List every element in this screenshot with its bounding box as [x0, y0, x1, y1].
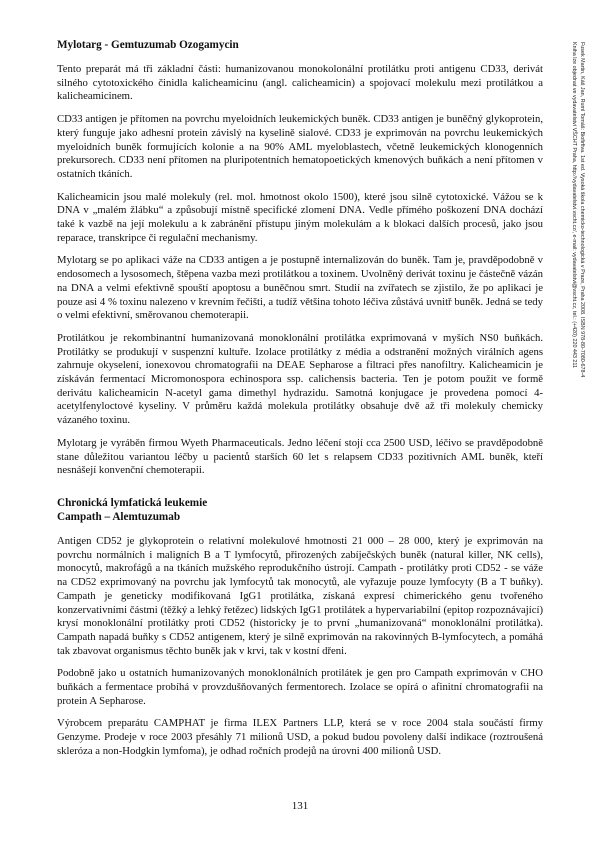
paragraph: Výrobcem preparátu CAMPHAT je firma ILEX Partners LLP, která se v roce 2004 stala součástí firmy Genzyme. Prodeje v roce 2003 přesáhly 71 milionů USD, a pokud budou povoleny další indikace (roztroušená skleróza a non-Hodgkin lymfoma), je odhad ročních prodejů na úrovni 400 milionů USD. — [57, 717, 543, 757]
document-body — [57, 38, 543, 768]
paragraph: Tento preparát má tři základní části: humanizovanou monokolonální protilátku proti antigenu CD33, derivát silného cytotoxického činidla kalicheamicinu (angl. calicheamicin) a spojovací molekulu mezi protilátkou a kalicheamicinem. — [57, 63, 543, 103]
paragraph: CD33 antigen je přítomen na povrchu myeloidních leukemických buněk. CD33 antigen je buněčný glykoprotein, který funguje jako adhesní protein závislý na kyselině sialové. CD33 je exprimován na povrchu leukemických myeloidních buněk formujících kolonie a na 90% AML myeloblastech, včetně leukemických klonogenních prekursorech. CD33 není přítomen na pluripotentních hematopoetických kmenových buňkách a není přítomen v ostatních tkáních. — [57, 113, 543, 180]
side-note-line: Kniha lze objednat ve vydavatelství VŠCHT Praha, http://vydavatelstvi.vscht.cz/, e-mail: vydavatelstvi@vscht.cz, tel.: (+420) 220 443 211 — [571, 42, 577, 369]
side-note — [554, 42, 586, 572]
paragraph: Mylotarg se po aplikaci váže na CD33 antigen a je postupně internalizován do buněk. Tam je, pravděpodobně v endosomech a lysosomech, štěpena vazba mezi protilátkou a toxinem. Uvolněný derivát toxinu je částečně vázán na DNA a velmi efektivně spouští apoptosu a buněčnou smrt. Studií na zvířatech se zjistilo, že po aplikaci je pouze asi 4 % toxinu nalezeno v krevním řečišti, a tudíž většina tohoto léčiva zůstává uvnitř buněk. Jedná se tedy o velmi efektivní, směrovanou chemoterapii. — [57, 254, 543, 322]
paragraph: Protilátkou je rekombinantní humanizovaná monoklonální protilátka exprimovaná v myších NS0 buňkách. Protilátky se produkují v suspenzní kultuře. Izolace protilátky z média a odstranění možných virálních agens zahrnuje okyselení, ionexovou chromatografii na DEAE Sepharose a filtraci přes nanofiltry. Kalicheamicin je získáván fermentací Micromonospora echinospora ssp. calichensis bacteria. Ten je potom použit ve formě derivátu kalicheamicin N-acetyl gama dimethyl hydrazidu. Samotná konjugace je provedena pomocí 4-acetylfenyloctové kyseliny. V průměru každá molekula protilátky obsahuje dvě až tři molekuly chemicky vázaného toxinu. — [57, 331, 543, 427]
section-heading-cll: Chronická lymfatická leukemie — [57, 496, 208, 509]
paragraph: Kalicheamicin jsou malé molekuly (rel. mol. hmotnost okolo 1500), které jsou silně cytotoxické. Vážou se k DNA v „malém žlábku“ a způsobují místně specifické zlomení DNA. Vedle přímého poškození DNA dochází také k vazbě na její molekulu a k zabránění přístupu jiným molekulám a k blokaci dalších procesů, jako jsou reparace, transkripce či regulační mechanismy. — [57, 190, 543, 244]
side-note-line: Fusek Martin, Káš Jan, Ruml Tomáš: Biofirfiva. 1st ed. Vysoká škola chemicko-technologická v Praze, Praha 2008. ISBN 978-80-7080-678-4 — [579, 42, 585, 378]
paragraph: Mylotarg je vyráběn firmou Wyeth Pharmaceuticals. Jedno léčení stojí cca 2500 USD, léčivo se pravděpodobně stane důležitou variantou léčby u pacientů starších 60 let s relapsem CD33 pozitivních AML buněk, kteří nesnášejí konvenční chemoterapii. — [57, 436, 543, 477]
page-number: 131 — [291, 800, 309, 812]
paragraph: Podobně jako u ostatních humanizovaných monoklonálních protilátek je gen pro Campath exprimován v CHO buňkách a fermentace probíhá v provzdušňovaných fermentorech. Izolace se opírá o afinitní chromatografii na protein A Sepharose. — [57, 667, 543, 707]
section-subheading-campath: Campath – Alemtuzumab — [57, 510, 181, 523]
paragraph: Antigen CD52 je glykoprotein o relativní molekulové hmotnosti 21 000 – 28 000, který je exprimován na povrchu normálních i maligních B a T lymfocytů, přirozených zabíječských buněk (natural killer, NK cells), monocytů, makrofágů a na tkáních mužského reprodukčního ústrojí. Campath - protilátky proti CD52 - se váže na CD52 exprimovaný na povrchu jak lymfocytů tak monocytů, ale vyřazuje pouze lymfocyty (B a T buňky). Campath je geneticky modifikovaná IgG1 protilátka, získaná expresí chimerického genu tvořeného konzervativními částmi (těžký a lehký řetězec) lidských IgG1 protilátek a hypervariabilní (epitop rozpoznávající) krysí monoklonální protilátky proti CD52 (historicky je to první „humanizovaná“ monoklonální protilátka). Campath napadá buňky s CD52 antigenem, který je silně exprimován na rakovinných B-lymfocytech, a pomáhá tak zbavovat organismus těchto buněk jak v krvi, tak v kostní dřeni. — [57, 534, 543, 657]
section-heading-mylotarg: Mylotarg - Gemtuzumab Ozogamycin — [57, 39, 239, 51]
